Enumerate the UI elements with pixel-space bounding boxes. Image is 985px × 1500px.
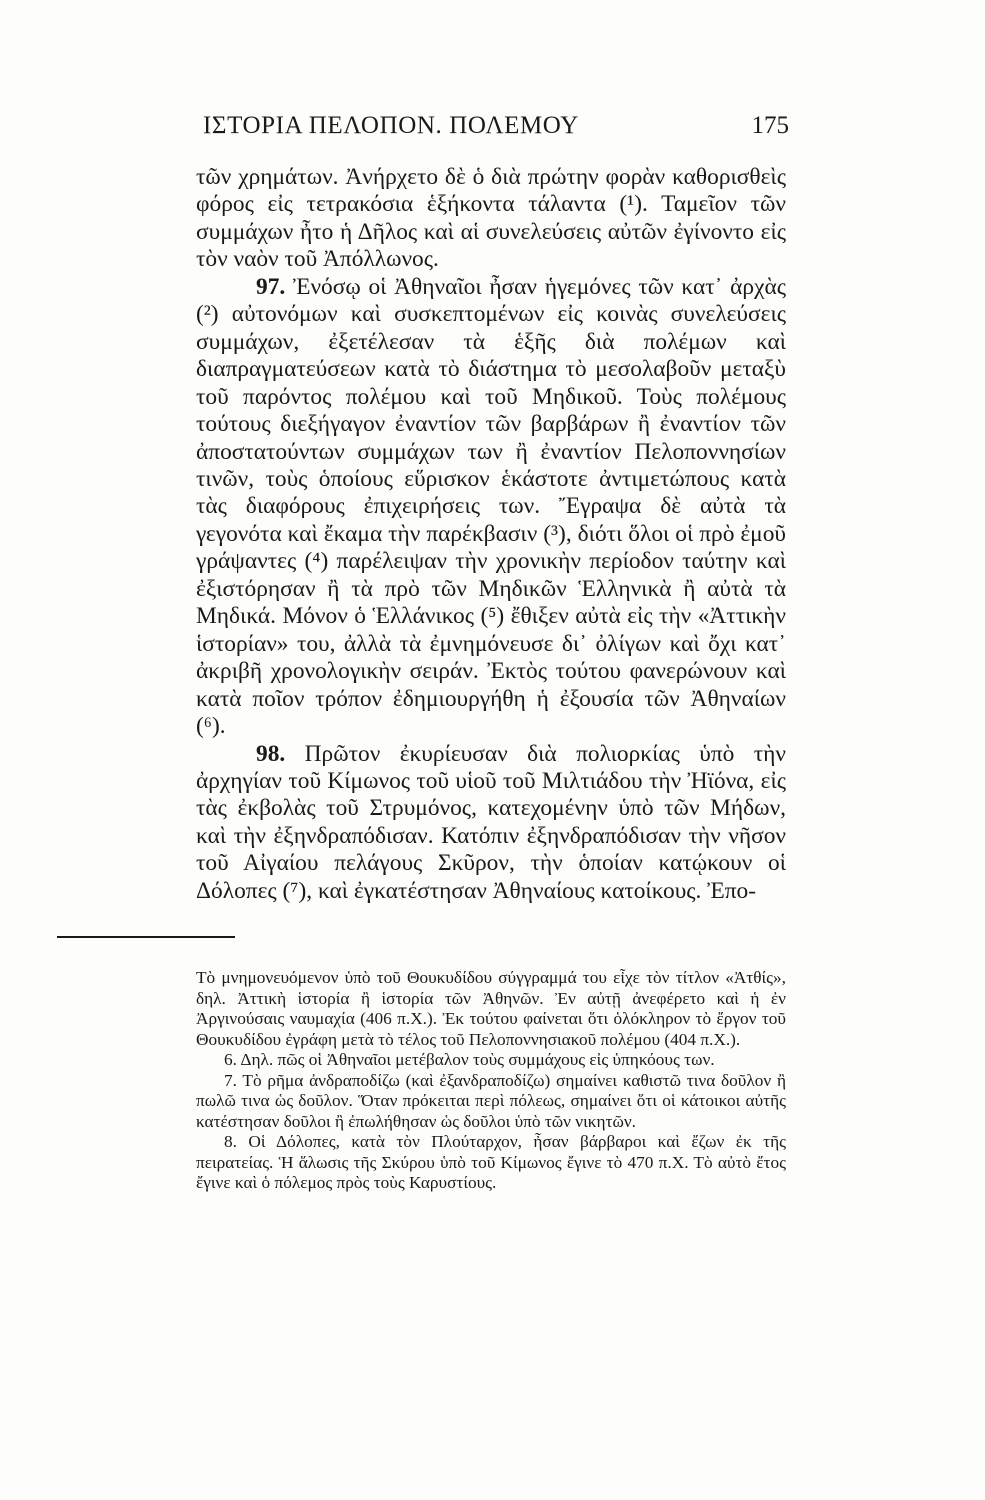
paragraph-98-text: Πρῶτον ἐκυρίευσαν διὰ πολιορκίας ὑπὸ τὴν ἀρχηγίαν τοῦ Κίμωνος τοῦ υἱοῦ τοῦ Μιλτιάδου τὴν Ἠϊόνα, εἰς τὰς ἐκβολὰς τοῦ Στρυμόνος, κατεχομένην ὑπὸ τῶν Μήδων, καὶ τὴν ἐξηνδραπόδισαν. Κατόπιν ἐξηνδραπόδισαν τὴν νῆσον τοῦ Αἰγαίου πελάγους Σκῦρον, τὴν ὁποίαν κατῴκουν οἱ Δόλοπες (⁷), καὶ ἐγκατέστησαν Ἀθηναίους κατοίκους. Ἐπο- [196,740,786,904]
paragraph-98 [196,741,786,906]
paragraph-number-97: 97. [256,273,286,300]
footnote-8: 8. Οἱ Δόλοπες, κατὰ τὸν Πλούταρχον, ἦσαν βάρβαροι καὶ ἔζων ἐκ τῆς πειρατείας. Ἡ ἅλωσις τῆς Σκύρου ὑπὸ τοῦ Κίμωνος ἔγινε τὸ 470 π.Χ. Τὸ αὐτὸ ἔτος ἔγινε καὶ ὁ πόλεμος πρὸς τοὺς Καρυστίους. [196,1132,786,1192]
paragraph-number-98: 98. [256,740,286,767]
footnote-5-continued: Τὸ μνημονευόμενον ὑπὸ τοῦ Θουκυδίδου σύγγραμμά του εἶχε τὸν τίτλον «Ἀτθίς», δηλ. Ἀττικὴ ἱστορία ἢ ἱστορία τῶν Ἀθηνῶν. Ἐν αὐτῇ ἀνεφέρετο καὶ ἡ ἐν Ἀργινούσαις ναυμαχία (406 π.Χ.). Ἐκ τούτου φαίνεται ὅτι ὁλόκληρον τὸ ἔργον τοῦ Θουκυδίδου ἐγράφη μετὰ τὸ τέλος τοῦ Πελοποννησιακοῦ πολέμου (404 π.Χ.). [196,968,786,1049]
main-text [196,164,786,905]
page-number: 175 [751,112,789,139]
paragraph-continued: τῶν χρημάτων. Ἀνήρχετο δὲ ὁ διὰ πρώτην φορὰν καθορισθεὶς φόρος εἰς τετρακόσια ἑξήκοντα τάλαντα (¹). Ταμεῖον τῶν συμμάχων ἦτο ἡ Δῆλος καὶ αἱ συνελεύσεις αὐτῶν ἐγίνοντο εἰς τὸν ναὸν τοῦ Ἀπόλλωνος. [196,164,786,273]
footnotes [196,968,786,1194]
running-title: ΙΣΤΟΡΙΑ ΠΕΛΟΠΟΝ. ΠΟΛΕΜΟΥ [203,112,579,139]
footnote-6: 6. Δηλ. πῶς οἱ Ἀθηναῖοι μετέβαλον τοὺς συμμάχους εἰς ὑπηκόους των. [224,1050,715,1069]
footnote-divider [57,936,235,938]
paragraph-97 [196,274,786,741]
page-header [183,112,789,142]
footnote-7: 7. Τὸ ρῆμα ἀνδραποδίζω (καὶ ἐξανδραποδίζω) σημαίνει καθιστῶ τινα δοῦλον ἢ πωλῶ τινα ὡς δοῦλον. Ὅταν πρόκειται περὶ πόλεως, σημαίνει ὅτι οἱ κάτοικοι αὐτῆς κατέστησαν δοῦλοι ἢ ἐπωλήθησαν ὡς δοῦλοι ὑπὸ τῶν νικητῶν. [196,1070,786,1131]
paragraph-97-text: Ἐνόσῳ οἱ Ἀθηναῖοι ἦσαν ἡγεμόνες τῶν κατ᾽ ἀρχὰς (²) αὐτονόμων καὶ συσκεπτομένων εἰς κοινὰς συνελεύσεις συμμάχων, ἐξετέλεσαν τὰ ἑξῆς διὰ πολέμων καὶ διαπραγματεύσεων κατὰ τὸ διάστημα τὸ μεσολαβοῦν μεταξὺ τοῦ παρόντος πολέμου καὶ τοῦ Μηδικοῦ. Τοὺς πολέμους τούτους διεξήγαγον ἐναντίον τῶν βαρβάρων ἢ ἐναντίον τῶν ἀποστατούντων συμμάχων των ἢ ἐναντίον Πελοποννησίων τινῶν, τοὺς ὁποίους εὕρισκον ἑκάστοτε ἀντιμετώπους κατὰ τὰς διαφόρους ἐπιχειρήσεις των. Ἔγραψα δὲ αὐτὰ τὰ γεγονότα καὶ ἔκαμα τὴν παρέκβασιν (³), διότι ὅλοι οἱ πρὸ ἐμοῦ γράψαντες (⁴) παρέλειψαν τὴν χρονικὴν περίοδον ταύτην καὶ ἐξιστόρησαν ἢ τὰ πρὸ τῶν Μηδικῶν Ἑλληνικὰ ἢ αὐτὰ τὰ Μηδικά. Μόνον ὁ Ἑλλάνικος (⁵) ἔθιξεν αὐτὰ εἰς τὴν «Ἀττικὴν ἱστορίαν» του, ἀλλὰ τὰ ἐμνημόνευσε δι᾽ ὀλίγων καὶ ὄχι κατ᾽ ἀκριβῆ χρονολογικὴν σειράν. Ἐκτὸς τούτου φανερώνουν καὶ κατὰ ποῖον τρόπον ἐδημιουργήθη ἡ ἐξουσία τῶν Ἀθηναίων (⁶). [196,273,786,740]
